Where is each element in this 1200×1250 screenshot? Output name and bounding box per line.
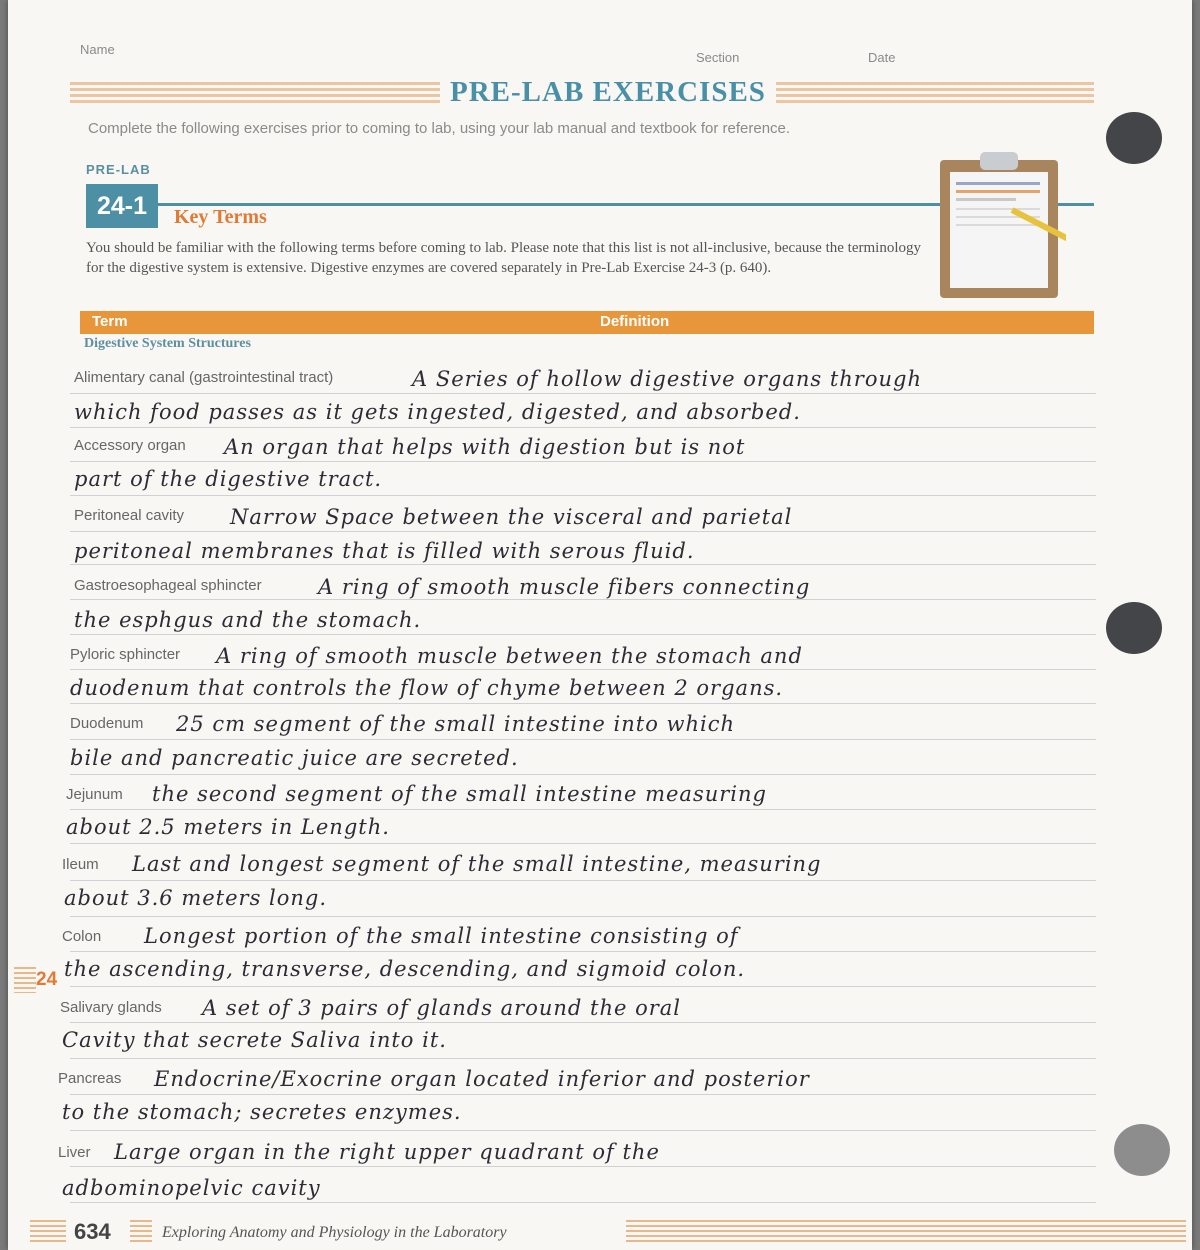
term-label: Accessory organ [74,437,186,454]
prelab-number-badge: 24-1 [86,184,158,228]
writing-line [70,880,1096,881]
definition-handwriting: Narrow Space between the visceral and parietal [230,505,793,529]
page-title: PRE-LAB EXERCISES [440,76,776,109]
section-label: Section [696,50,740,65]
title-band [70,78,1094,108]
definition-handwriting: to the stomach; secretes enzymes. [62,1100,462,1124]
definition-handwriting: part of the digestive tract. [74,467,383,491]
worksheet-page [8,0,1192,1250]
definition-handwriting: bile and pancreatic juice are secreted. [70,746,519,770]
writing-line [70,703,1096,704]
definition-handwriting: A ring of smooth muscle between the stomach and [216,644,803,668]
definition-handwriting: A set of 3 pairs of glands around the oral [202,996,682,1020]
page-number: 634 [74,1219,111,1244]
writing-line [70,1130,1096,1131]
definition-handwriting: 25 cm segment of the small intestine into which [176,712,736,736]
table-header [80,311,1094,334]
definition-handwriting: Endocrine/Exocrine organ located inferior and posterior [154,1067,810,1091]
writing-line [70,427,1096,428]
definition-handwriting: about 3.6 meters long. [64,886,328,910]
book-title: Exploring Anatomy and Physiology in the Laboratory [162,1224,507,1241]
writing-line [70,739,1096,740]
binder-hole [1106,602,1162,654]
writing-line [70,809,1096,810]
section-title: Key Terms [174,206,267,228]
writing-line [70,843,1096,844]
clipboard-icon [936,150,1066,300]
writing-line [70,774,1096,775]
term-label: Alimentary canal (gastrointestinal tract) [74,369,334,386]
definition-handwriting: Cavity that secrete Saliva into it. [62,1028,447,1052]
definition-handwriting: which food passes as it gets ingested, digested, and absorbed. [74,400,801,424]
term-label: Gastroesophageal sphincter [74,577,262,594]
definition-handwriting: about 2.5 meters in Length. [66,815,390,839]
term-label: Pyloric sphincter [70,646,181,663]
binder-hole [1114,1124,1170,1176]
writing-line [70,531,1096,532]
writing-line [70,1058,1096,1059]
definition-handwriting: adbominopelvic cavity [62,1176,321,1200]
writing-line [70,599,1096,600]
writing-line [70,951,1096,952]
writing-line [70,1094,1096,1095]
writing-line [70,495,1096,496]
writing-line [70,393,1096,394]
intro-paragraph: You should be familiar with the following terms before coming to lab. Please note that this list is not all-inclusive, because the terminology for the digestive system is extensive. Digestive enzymes are covered separately in Pre-Lab Exercise 24-3 (p. 640). [86,240,921,276]
name-label: Name [80,42,115,57]
term-label: Jejunum [66,786,123,803]
definition-handwriting: the esphgus and the stomach. [74,608,422,632]
definition-handwriting: the second segment of the small intestine measuring [152,782,767,806]
term-label: Liver [58,1144,91,1161]
date-label: Date [868,50,896,65]
prelab-label: PRE-LAB [86,162,151,177]
definition-handwriting: An organ that helps with digestion but is not [224,435,746,459]
writing-line [70,916,1096,917]
page-footer [30,1218,1190,1246]
definition-handwriting: A Series of hollow digestive organs through [412,367,922,391]
definition-handwriting: the ascending, transverse, descending, and sigmoid colon. [64,957,746,981]
term-label: Salivary glands [60,999,162,1016]
definition-handwriting: Longest portion of the small intestine consisting of [144,924,739,948]
writing-line [70,1166,1096,1167]
term-label: Colon [62,928,102,945]
section-heading: Digestive System Structures [84,336,251,351]
term-label: Peritoneal cavity [74,507,185,524]
definition-handwriting: Large organ in the right upper quadrant of the [114,1140,660,1164]
chapter-number: 24 [36,969,58,990]
term-label: Duodenum [70,715,144,732]
definition-handwriting: Last and longest segment of the small intestine, measuring [132,852,822,876]
writing-line [70,1202,1096,1203]
chapter-tab [14,967,62,993]
definition-handwriting: A ring of smooth muscle fibers connecting [318,575,811,599]
instructions: Complete the following exercises prior to coming to lab, using your lab manual and textbook for reference. [88,120,791,137]
term-column-header: Term [92,313,128,330]
writing-line [70,564,1096,565]
definition-handwriting: duodenum that controls the flow of chyme between 2 organs. [70,676,784,700]
writing-line [70,669,1096,670]
writing-line [70,986,1096,987]
term-label: Pancreas [58,1070,122,1087]
writing-line [70,1022,1096,1023]
definition-handwriting: peritoneal membranes that is filled with serous fluid. [74,539,695,563]
term-label: Ileum [62,856,99,873]
definition-column-header: Definition [600,313,670,330]
writing-line [70,634,1096,635]
writing-line [70,461,1096,462]
binder-hole [1106,112,1162,164]
